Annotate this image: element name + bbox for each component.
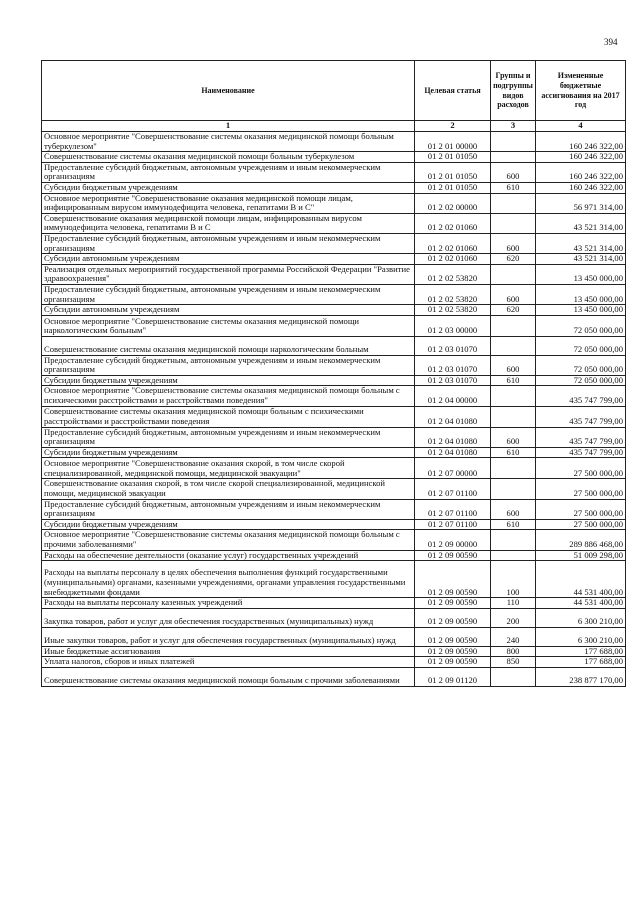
row-expense-group bbox=[491, 530, 536, 550]
budget-table bbox=[41, 60, 626, 687]
row-amount: 13 450 000,00 bbox=[536, 305, 626, 316]
row-expense-group: 600 bbox=[491, 427, 536, 447]
row-amount: 289 886 468,00 bbox=[536, 530, 626, 550]
row-amount: 43 521 314,00 bbox=[536, 233, 626, 253]
row-name: Предоставление субсидий бюджетным, автономным учреждениям и иным некоммерческим организациям bbox=[42, 162, 415, 182]
row-target-code: 01 2 02 01060 bbox=[415, 254, 491, 265]
row-target-code: 01 2 09 01120 bbox=[415, 667, 491, 686]
row-name: Иные бюджетные ассигнования bbox=[42, 646, 415, 657]
row-expense-group: 110 bbox=[491, 598, 536, 609]
row-name: Закупка товаров, работ и услуг для обеспечения государственных (муниципальных) нужд bbox=[42, 608, 415, 627]
row-target-code: 01 2 09 00000 bbox=[415, 530, 491, 550]
row-amount: 56 971 314,00 bbox=[536, 193, 626, 213]
row-expense-group bbox=[491, 315, 536, 336]
table-row bbox=[42, 598, 626, 609]
table-row bbox=[42, 550, 626, 561]
table-row bbox=[42, 355, 626, 375]
row-name: Иные закупки товаров, работ и услуг для обеспечения государственных (муниципальных) нужд bbox=[42, 627, 415, 646]
row-name: Основное мероприятие "Совершенствование системы оказания медицинской помощи больным туберкулезом" bbox=[42, 132, 415, 152]
row-amount: 177 688,00 bbox=[536, 646, 626, 657]
row-amount: 43 521 314,00 bbox=[536, 254, 626, 265]
row-target-code: 01 2 09 00590 bbox=[415, 608, 491, 627]
row-target-code: 01 2 09 00590 bbox=[415, 657, 491, 668]
row-name: Субсидии бюджетным учреждениям bbox=[42, 182, 415, 193]
header-expense-group: Группы и подгруппы видов расходов bbox=[491, 61, 536, 121]
row-expense-group: 240 bbox=[491, 627, 536, 646]
row-name: Субсидии бюджетным учреждениям bbox=[42, 447, 415, 458]
row-target-code: 01 2 07 01100 bbox=[415, 479, 491, 499]
row-target-code: 01 2 04 01080 bbox=[415, 447, 491, 458]
row-name: Расходы на выплаты персоналу в целях обеспечения выполнения функций государственными (муниципальными) органами, казенными учреждениями, органами управления государственными внебюджетными фондами bbox=[42, 561, 415, 598]
table-row bbox=[42, 627, 626, 646]
row-expense-group bbox=[491, 213, 536, 233]
table-row bbox=[42, 608, 626, 627]
table-row bbox=[42, 213, 626, 233]
table-row bbox=[42, 657, 626, 668]
row-amount: 44 531 400,00 bbox=[536, 598, 626, 609]
row-expense-group: 600 bbox=[491, 233, 536, 253]
row-expense-group: 600 bbox=[491, 355, 536, 375]
row-expense-group: 100 bbox=[491, 561, 536, 598]
row-name: Основное мероприятие "Совершенствование оказания скорой, в том числе скорой специализированной, медицинской помощи, медицинской эвакуации" bbox=[42, 458, 415, 479]
row-target-code: 01 2 01 00000 bbox=[415, 132, 491, 152]
row-name: Реализация отдельных мероприятий государственной программы Российской Федерации "Развитие здравоохранения" bbox=[42, 264, 415, 284]
column-number: 4 bbox=[536, 121, 626, 132]
table-row bbox=[42, 305, 626, 316]
row-amount: 177 688,00 bbox=[536, 657, 626, 668]
row-target-code: 01 2 04 01080 bbox=[415, 427, 491, 447]
table-row bbox=[42, 386, 626, 406]
row-amount: 72 050 000,00 bbox=[536, 355, 626, 375]
column-number: 2 bbox=[415, 121, 491, 132]
table-row bbox=[42, 427, 626, 447]
table-row bbox=[42, 132, 626, 152]
row-amount: 44 531 400,00 bbox=[536, 561, 626, 598]
row-name: Основное мероприятие "Совершенствование системы оказания медицинской помощи больным с психическими расстройствами и расстройствами поведения" bbox=[42, 386, 415, 406]
row-name: Расходы на выплаты персоналу казенных учреждений bbox=[42, 598, 415, 609]
row-amount: 51 009 298,00 bbox=[536, 550, 626, 561]
row-amount: 27 500 000,00 bbox=[536, 479, 626, 499]
row-expense-group bbox=[491, 336, 536, 355]
table-row bbox=[42, 375, 626, 386]
row-target-code: 01 2 04 01080 bbox=[415, 406, 491, 427]
row-expense-group: 610 bbox=[491, 182, 536, 193]
row-amount: 72 050 000,00 bbox=[536, 375, 626, 386]
row-amount: 13 450 000,00 bbox=[536, 284, 626, 304]
row-target-code: 01 2 02 53820 bbox=[415, 264, 491, 284]
row-target-code: 01 2 01 01050 bbox=[415, 162, 491, 182]
table-row bbox=[42, 561, 626, 598]
row-target-code: 01 2 04 00000 bbox=[415, 386, 491, 406]
table-row bbox=[42, 479, 626, 499]
row-amount: 27 500 000,00 bbox=[536, 499, 626, 519]
row-expense-group bbox=[491, 550, 536, 561]
row-expense-group bbox=[491, 479, 536, 499]
row-expense-group: 620 bbox=[491, 254, 536, 265]
row-name: Основное мероприятие "Совершенствование системы оказания медицинской помощи больным с прочими заболеваниями" bbox=[42, 530, 415, 550]
table-body bbox=[42, 132, 626, 687]
table-row bbox=[42, 530, 626, 550]
row-expense-group: 600 bbox=[491, 284, 536, 304]
row-target-code: 01 2 02 53820 bbox=[415, 284, 491, 304]
row-expense-group bbox=[491, 132, 536, 152]
row-name: Субсидии автономным учреждениям bbox=[42, 254, 415, 265]
table-header-row bbox=[42, 61, 626, 121]
row-expense-group: 620 bbox=[491, 305, 536, 316]
row-target-code: 01 2 09 00590 bbox=[415, 646, 491, 657]
row-expense-group: 200 bbox=[491, 608, 536, 627]
row-target-code: 01 2 03 00000 bbox=[415, 315, 491, 336]
row-name: Субсидии бюджетным учреждениям bbox=[42, 375, 415, 386]
row-target-code: 01 2 09 00590 bbox=[415, 627, 491, 646]
row-amount: 435 747 799,00 bbox=[536, 447, 626, 458]
row-target-code: 01 2 09 00590 bbox=[415, 550, 491, 561]
row-name: Субсидии бюджетным учреждениям bbox=[42, 519, 415, 530]
row-name: Основное мероприятие "Совершенствование системы оказания медицинской помощи наркологическим больным" bbox=[42, 315, 415, 336]
header-amount: Измененные бюджетные ассигнования на 2017 год bbox=[536, 61, 626, 121]
row-name: Предоставление субсидий бюджетным, автономным учреждениям и иным некоммерческим организациям bbox=[42, 499, 415, 519]
row-amount: 238 877 170,00 bbox=[536, 667, 626, 686]
row-target-code: 01 2 02 01060 bbox=[415, 233, 491, 253]
row-expense-group bbox=[491, 264, 536, 284]
column-number: 1 bbox=[42, 121, 415, 132]
row-amount: 72 050 000,00 bbox=[536, 336, 626, 355]
row-target-code: 01 2 03 01070 bbox=[415, 355, 491, 375]
row-amount: 160 246 322,00 bbox=[536, 182, 626, 193]
row-amount: 43 521 314,00 bbox=[536, 213, 626, 233]
table-row bbox=[42, 499, 626, 519]
row-name: Предоставление субсидий бюджетным, автономным учреждениям и иным некоммерческим организациям bbox=[42, 284, 415, 304]
row-name: Расходы на обеспечение деятельности (оказание услуг) государственных учреждений bbox=[42, 550, 415, 561]
row-name: Совершенствование оказания медицинской помощи лицам, инфицированным вирусом иммунодефицита человека, гепатитами В и С bbox=[42, 213, 415, 233]
table-row bbox=[42, 646, 626, 657]
column-number: 3 bbox=[491, 121, 536, 132]
row-name: Уплата налогов, сборов и иных платежей bbox=[42, 657, 415, 668]
row-expense-group bbox=[491, 193, 536, 213]
row-expense-group: 610 bbox=[491, 375, 536, 386]
table-row bbox=[42, 193, 626, 213]
row-target-code: 01 2 07 01100 bbox=[415, 519, 491, 530]
table-row bbox=[42, 152, 626, 163]
row-amount: 160 246 322,00 bbox=[536, 152, 626, 163]
row-target-code: 01 2 09 00590 bbox=[415, 561, 491, 598]
column-number-row bbox=[42, 121, 626, 132]
row-name: Совершенствование системы оказания медицинской помощи больным туберкулезом bbox=[42, 152, 415, 163]
table-row bbox=[42, 315, 626, 336]
table-row bbox=[42, 519, 626, 530]
row-target-code: 01 2 02 53820 bbox=[415, 305, 491, 316]
table-row bbox=[42, 458, 626, 479]
row-amount: 27 500 000,00 bbox=[536, 458, 626, 479]
row-amount: 72 050 000,00 bbox=[536, 315, 626, 336]
row-expense-group: 850 bbox=[491, 657, 536, 668]
table-row bbox=[42, 254, 626, 265]
row-amount: 6 300 210,00 bbox=[536, 608, 626, 627]
table-row bbox=[42, 284, 626, 304]
row-expense-group bbox=[491, 667, 536, 686]
row-target-code: 01 2 02 00000 bbox=[415, 193, 491, 213]
row-name: Совершенствование системы оказания медицинской помощи наркологическим больным bbox=[42, 336, 415, 355]
row-expense-group: 610 bbox=[491, 447, 536, 458]
row-amount: 6 300 210,00 bbox=[536, 627, 626, 646]
row-amount: 160 246 322,00 bbox=[536, 162, 626, 182]
table-row bbox=[42, 162, 626, 182]
row-amount: 160 246 322,00 bbox=[536, 132, 626, 152]
row-target-code: 01 2 07 00000 bbox=[415, 458, 491, 479]
row-name: Предоставление субсидий бюджетным, автономным учреждениям и иным некоммерческим организациям bbox=[42, 355, 415, 375]
row-expense-group: 600 bbox=[491, 499, 536, 519]
row-name: Предоставление субсидий бюджетным, автономным учреждениям и иным некоммерческим организациям bbox=[42, 427, 415, 447]
row-target-code: 01 2 02 01060 bbox=[415, 213, 491, 233]
page-number: 394 bbox=[604, 37, 618, 47]
row-amount: 27 500 000,00 bbox=[536, 519, 626, 530]
row-expense-group: 610 bbox=[491, 519, 536, 530]
row-name: Основное мероприятие "Совершенствование оказания медицинской помощи лицам, инфицированным вирусом иммунодефицита человека, гепатитами В и С" bbox=[42, 193, 415, 213]
row-expense-group bbox=[491, 386, 536, 406]
row-target-code: 01 2 07 01100 bbox=[415, 499, 491, 519]
row-name: Предоставление субсидий бюджетным, автономным учреждениям и иным некоммерческим организациям bbox=[42, 233, 415, 253]
row-expense-group bbox=[491, 152, 536, 163]
row-amount: 435 747 799,00 bbox=[536, 427, 626, 447]
table-row bbox=[42, 182, 626, 193]
row-amount: 435 747 799,00 bbox=[536, 406, 626, 427]
row-target-code: 01 2 03 01070 bbox=[415, 375, 491, 386]
row-name: Совершенствование оказания скорой, в том числе скорой специализированной, медицинской помощи, медицинской эвакуации bbox=[42, 479, 415, 499]
row-amount: 13 450 000,00 bbox=[536, 264, 626, 284]
table-row bbox=[42, 667, 626, 686]
header-name: Наименование bbox=[42, 61, 415, 121]
table-row bbox=[42, 406, 626, 427]
row-amount: 435 747 799,00 bbox=[536, 386, 626, 406]
table-row bbox=[42, 336, 626, 355]
table-row bbox=[42, 233, 626, 253]
row-name: Совершенствование системы оказания медицинской помощи больным с прочими заболеваниями bbox=[42, 667, 415, 686]
row-expense-group bbox=[491, 458, 536, 479]
row-target-code: 01 2 03 01070 bbox=[415, 336, 491, 355]
row-expense-group: 800 bbox=[491, 646, 536, 657]
table-row bbox=[42, 447, 626, 458]
table-row bbox=[42, 264, 626, 284]
header-target-article: Целевая статья bbox=[415, 61, 491, 121]
row-expense-group bbox=[491, 406, 536, 427]
row-target-code: 01 2 01 01050 bbox=[415, 182, 491, 193]
row-target-code: 01 2 09 00590 bbox=[415, 598, 491, 609]
row-target-code: 01 2 01 01050 bbox=[415, 152, 491, 163]
row-name: Совершенствование системы оказания медицинской помощи больным с психическими расстройствами и расстройствами поведения bbox=[42, 406, 415, 427]
row-name: Субсидии автономным учреждениям bbox=[42, 305, 415, 316]
row-expense-group: 600 bbox=[491, 162, 536, 182]
